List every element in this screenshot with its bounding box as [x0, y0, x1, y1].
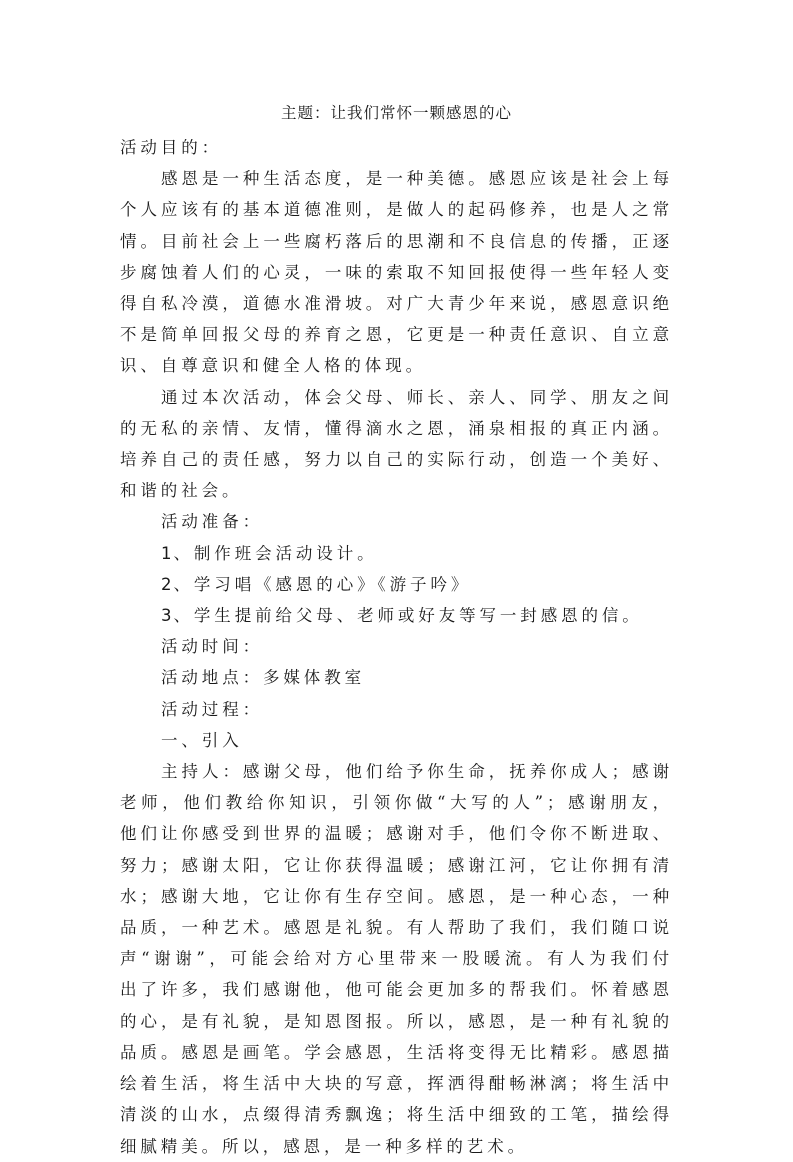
item-number: 2 — [161, 574, 174, 594]
item-text: 、学生提前给父母、老师或好友等写一封感恩的信。 — [173, 606, 643, 626]
item-text: 、学习唱《感恩的心》《游子吟》 — [173, 574, 472, 594]
location-label: 活动地点：多媒体教室 — [161, 668, 365, 688]
item-number: 1 — [161, 543, 174, 563]
section-one-heading: 一、引入 — [161, 730, 243, 750]
preparation-item — [120, 600, 673, 631]
item-text: 、制作班会活动设计。 — [173, 543, 378, 563]
process-heading: 活动过程： — [161, 699, 263, 719]
preparation-heading: 活动准备： — [161, 512, 263, 532]
document-page — [120, 100, 673, 1162]
purpose-heading: 活动目的： — [120, 138, 222, 157]
preparation-item — [120, 538, 673, 569]
host-paragraph: 主持人：感谢父母，他们给予你生命，抚养你成人；感谢老师，他们教给你知识，引领你做“大写的人”；感谢朋友，他们让你感受到世界的温暖；感谢对手，他们令你不断进取、努力；感谢太阳，它让你获得温暖；感谢江河，它让你拥有清水；感谢大地，它让你有生存空间。感恩，是一种心态，一种品质，一种艺术。感恩是礼貌。有人帮助了我们，我们随口说声“谢谢”，可能会给对方心里带来一股暖流。有人为我们付出了许多，我们感谢他，他可能会更加多的帮我们。怀着感恩的心，是有礼貌，是知恩图报。所以，感恩，是一种有礼貌的品质。感恩是画笔。学会感恩，生活将变得无比精彩。感恩描绘着生活，将生活中大块的写意，挥洒得酣畅淋漓；将生活中清淡的山水，点缀得清秀飘逸；将生活中细致的工笔，描绘得细腻精美。所以，感恩，是一种多样的艺术。 — [120, 762, 673, 1156]
purpose-paragraph-2: 通过本次活动，体会父母、师长、亲人、同学、朋友之间的无私的亲情、友情，懂得滴水之恩，涌泉相报的真正内涵。培养自己的责任感，努力以自己的实际行动，创造一个美好、和谐的社会。 — [120, 387, 673, 501]
document-title: 主题：让我们常怀一颗感恩的心 — [280, 104, 512, 122]
item-number: 3 — [161, 606, 174, 626]
preparation-item — [120, 569, 673, 600]
purpose-paragraph-1: 感恩是一种生活态度，是一种美德。感恩应该是社会上每个人应该有的基本道德准则，是做人的起码修养，也是人之常情。目前社会上一些腐朽落后的思潮和不良信息的传播，正逐步腐蚀着人们的心灵，一味的索取不知回报使得一些年轻人变得自私冷漠，道德水准滑坡。对广大青少年来说，感恩意识绝不是简单回报父母的养育之恩，它更是一种责任意识、自立意识、自尊意识和健全人格的体现。 — [120, 169, 673, 376]
time-label: 活动时间： — [161, 637, 263, 657]
